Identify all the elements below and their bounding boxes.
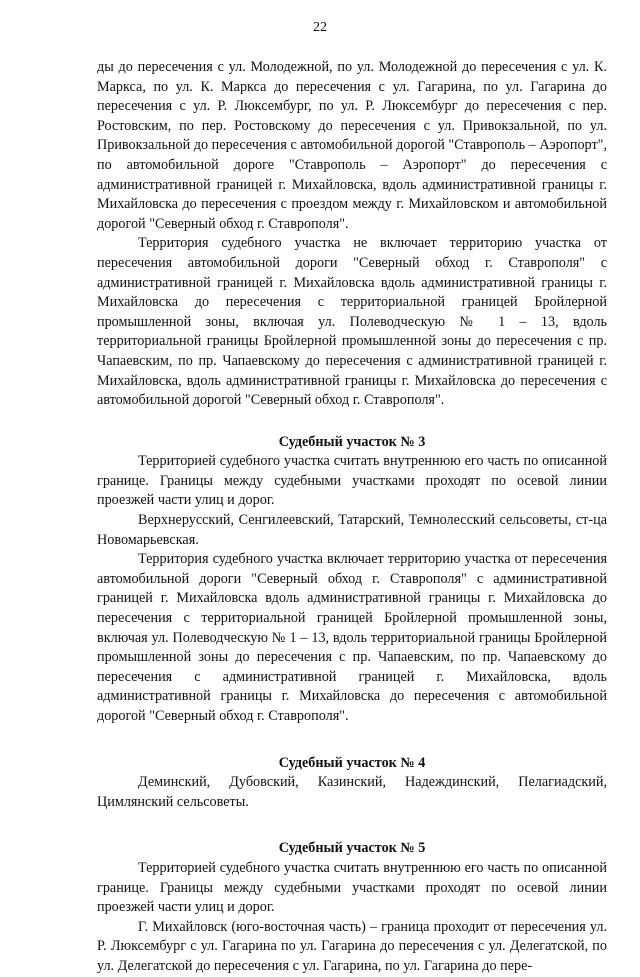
page-number: 22: [313, 20, 327, 35]
section-heading-4: Судебный участок № 4: [278, 754, 426, 771]
paragraph-village-councils: Верхнерусский, Сенгилеевский, Татарский, Темнолесский сельсоветы, ст-ца Новомарьевская.: [97, 512, 607, 548]
paragraph-territory-definition: Территорией судебного участка считать внутреннюю его часть по описанной границе. Границы между судебными участками проходят по осевой линии проезжей части улиц и дорог.: [97, 859, 607, 916]
section-heading-3: Судебный участок № 3: [278, 433, 426, 450]
paragraph-exclusion: Территория судебного участка не включает территорию участка от пересечения автомобильной дороги "Северный обход г. Ставрополя" с административной границей г. Михайловска вдоль административной границы г. Михайловска до пересечения с территориальной границей Бройлерной промышленной зоны, включая ул. Полеводческую № 1 – 13, вдоль территориальной границы Бройлерной промышленной зоны до пересечения с пр. Чапаевским, по пр. Чапаевскому до пересечения с административной границей г. Михайловска, вдоль административной границы г. Михайловска до пересечения с автомобильной дорогой "Северный обход г. Ставрополя".: [97, 235, 607, 409]
paragraph-territory-definition: Территорией судебного участка считать внутреннюю его часть по описанной границе. Границы между судебными участками проходят по осевой линии проезжей части улиц и дорог.: [97, 453, 607, 509]
document-body: [97, 58, 607, 977]
section-heading-5: Судебный участок № 5: [278, 840, 426, 857]
paragraph-boundary-description: Г. Михайловск (юго-восточная часть) – граница проходит от пересечения ул. Р. Люксембург с ул. Гагарина по ул. Гагарина до пересечения с ул. Делегатской, по ул. Делегатской до пересечения с ул. Гагарина, по ул. Гагарина до пере-: [97, 918, 607, 974]
paragraph-continuation: ды до пересечения с ул. Молодежной, по ул. Молодежной до пересечения с ул. К. Маркса, по ул. К. Маркса до пересечения с ул. Гагарина, по ул. Гагарина до пересечения с ул. Р. Люксембург, по ул. Р. Люксембург до пересечения с пер. Ростовским, по пер. Ростовскому до пересечения с ул. Привокзальной, по ул. Привокзальной до пересечения с автомобильной дорогой "Ставрополь – Аэропорт", по автомобильной дороге "Ставрополь – Аэропорт" до пересечения с административной границей г. Михайловска, вдоль административной границы г. Михайловска до пересечения с проездом между г. Михайловском и автомобильной дорогой "Северный обход г. Ставрополя".: [97, 59, 607, 232]
paragraph-inclusion: Территория судебного участка включает территорию участка от пересечения автомобильной дороги "Северный обход г. Ставрополя" с административной границей г. Михайловска вдоль административной границы г. Михайловска до пересечения с территориальной границей Бройлерной промышленной зоны, включая ул. Полеводческую № 1 – 13, вдоль территориальной границы Бройлерной промышленной зоны до пересечения с пр. Чапаевским, по пр. Чапаевскому до пересечения с административной границей г. Михайловска, вдоль административной границы г. Михайловска до пересечения с автомобильной дорогой "Северный обход г. Ставрополя".: [97, 551, 607, 724]
paragraph-village-councils: Деминский, Дубовский, Казинский, Надеждинский, Пелагиадский, Цимлянский сельсоветы.: [97, 774, 607, 810]
